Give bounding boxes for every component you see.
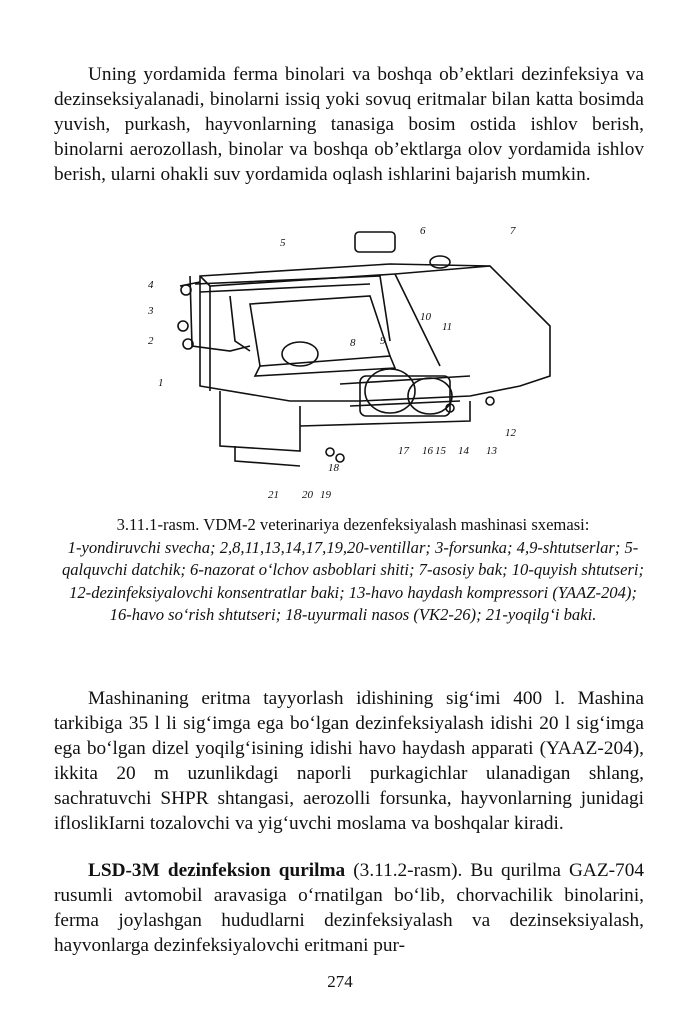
fig-label-18: 18 <box>328 462 339 474</box>
caption-items: 1-yondiruvchi svecha; 2,8,11,13,14,17,19,20-ventillar; 3-forsunka; 4,9-shtutserlar; 5-qalquvchi datchik; 6-nazorat o‘lchov asboblari shiti; 7-asosiy bak; 10-quyish shtutseri; 12-dezinfeksiyalovchi konsentratlar baki; 13-havo haydash kompressori (YAAZ-204); 16-havo so‘rish shtutseri; 18-uyurmali nasos (VK2-26); 21-yoqilg‘i baki. <box>61 537 645 625</box>
caption-title: 3.11.1-rasm. VDM-2 veterinariya dezenfeksiyalash mashinasi sxemasi: <box>116 515 590 534</box>
fig-label-15: 15 <box>435 445 446 457</box>
fig-label-14: 14 <box>458 445 469 457</box>
fig-label-5: 5 <box>280 237 286 249</box>
term-lsd3m: LSD-3M dezinfeksion qurilma <box>88 860 346 881</box>
fig-label-2: 2 <box>148 335 154 347</box>
paragraph-lsd3m <box>54 858 644 958</box>
paragraph-tank-capacity: Mashinaning eritma tayyorlash idishining sig‘imi 400 l. Mashina tarkibiga 35 l li sig‘imga ega bo‘lgan dezinfeksiyalash idishi 20 l sig‘imga ega bo‘lgan dizel yoqilg‘isining idishi havo haydash apparati (YAAZ-204), ikkita 20 m uzunlikdagi naporli purkagichlar ulanadigan shlang, sachratuvchi SHPR shtangasi, aerozolli forsunka, hayvonlarning junidagi ifloslikIarni tozalovchi va yig‘uvchi moslama va boshqalar kiradi. <box>54 688 644 834</box>
paragraph-intro: Uning yordamida ferma binolari va boshqa ob’ektlari dezinfeksiya va dezinseksiyalanadi, binolarni issiq yoki sovuq eritmalar bilan katta bosimda yuvish, purkash, hayvonlarning tanasiga bosim ostida ishlov berish, binolarni aerozollash, binolar va boshqa ob’ektlarga olov yordamida ishlov berish, ularni ohakli suv yordamida oqlash ishlarini bajarish mumkin. <box>54 64 644 185</box>
fig-label-1: 1 <box>158 377 164 389</box>
fig-label-7: 7 <box>510 226 516 237</box>
fig-label-8: 8 <box>350 337 356 349</box>
paragraph-lsd3m-text: (3.11.2-rasm). Bu qurilma GAZ-704 rusumli avtomobil aravasiga o‘rnatilgan bo‘lib, chorvachilik binolarini, ferma joylashgan hududlarni dezinfeksiyalash va dezinseksiyalash, hayvonlarga dezinfeksiyalovchi eritmani pur- <box>54 860 644 956</box>
page-number: 274 <box>327 972 353 991</box>
fig-label-10: 10 <box>420 311 431 323</box>
fig-label-9: 9 <box>380 335 386 347</box>
fig-label-19: 19 <box>320 489 331 501</box>
fig-label-20: 20 <box>302 489 313 501</box>
fig-label-3: 3 <box>148 305 154 317</box>
fig-label-21: 21 <box>268 489 279 501</box>
fig-label-17: 17 <box>398 445 409 457</box>
figure-vdm2-schematic <box>140 226 560 510</box>
fig-label-16: 16 <box>422 445 433 457</box>
fig-label-12: 12 <box>505 427 516 439</box>
vdm2-machine-drawing <box>140 226 560 510</box>
figure-caption <box>60 514 646 627</box>
fig-label-4: 4 <box>148 279 154 291</box>
fig-label-11: 11 <box>442 321 453 333</box>
fig-label-13: 13 <box>486 445 497 457</box>
fig-label-6: 6 <box>420 226 426 237</box>
